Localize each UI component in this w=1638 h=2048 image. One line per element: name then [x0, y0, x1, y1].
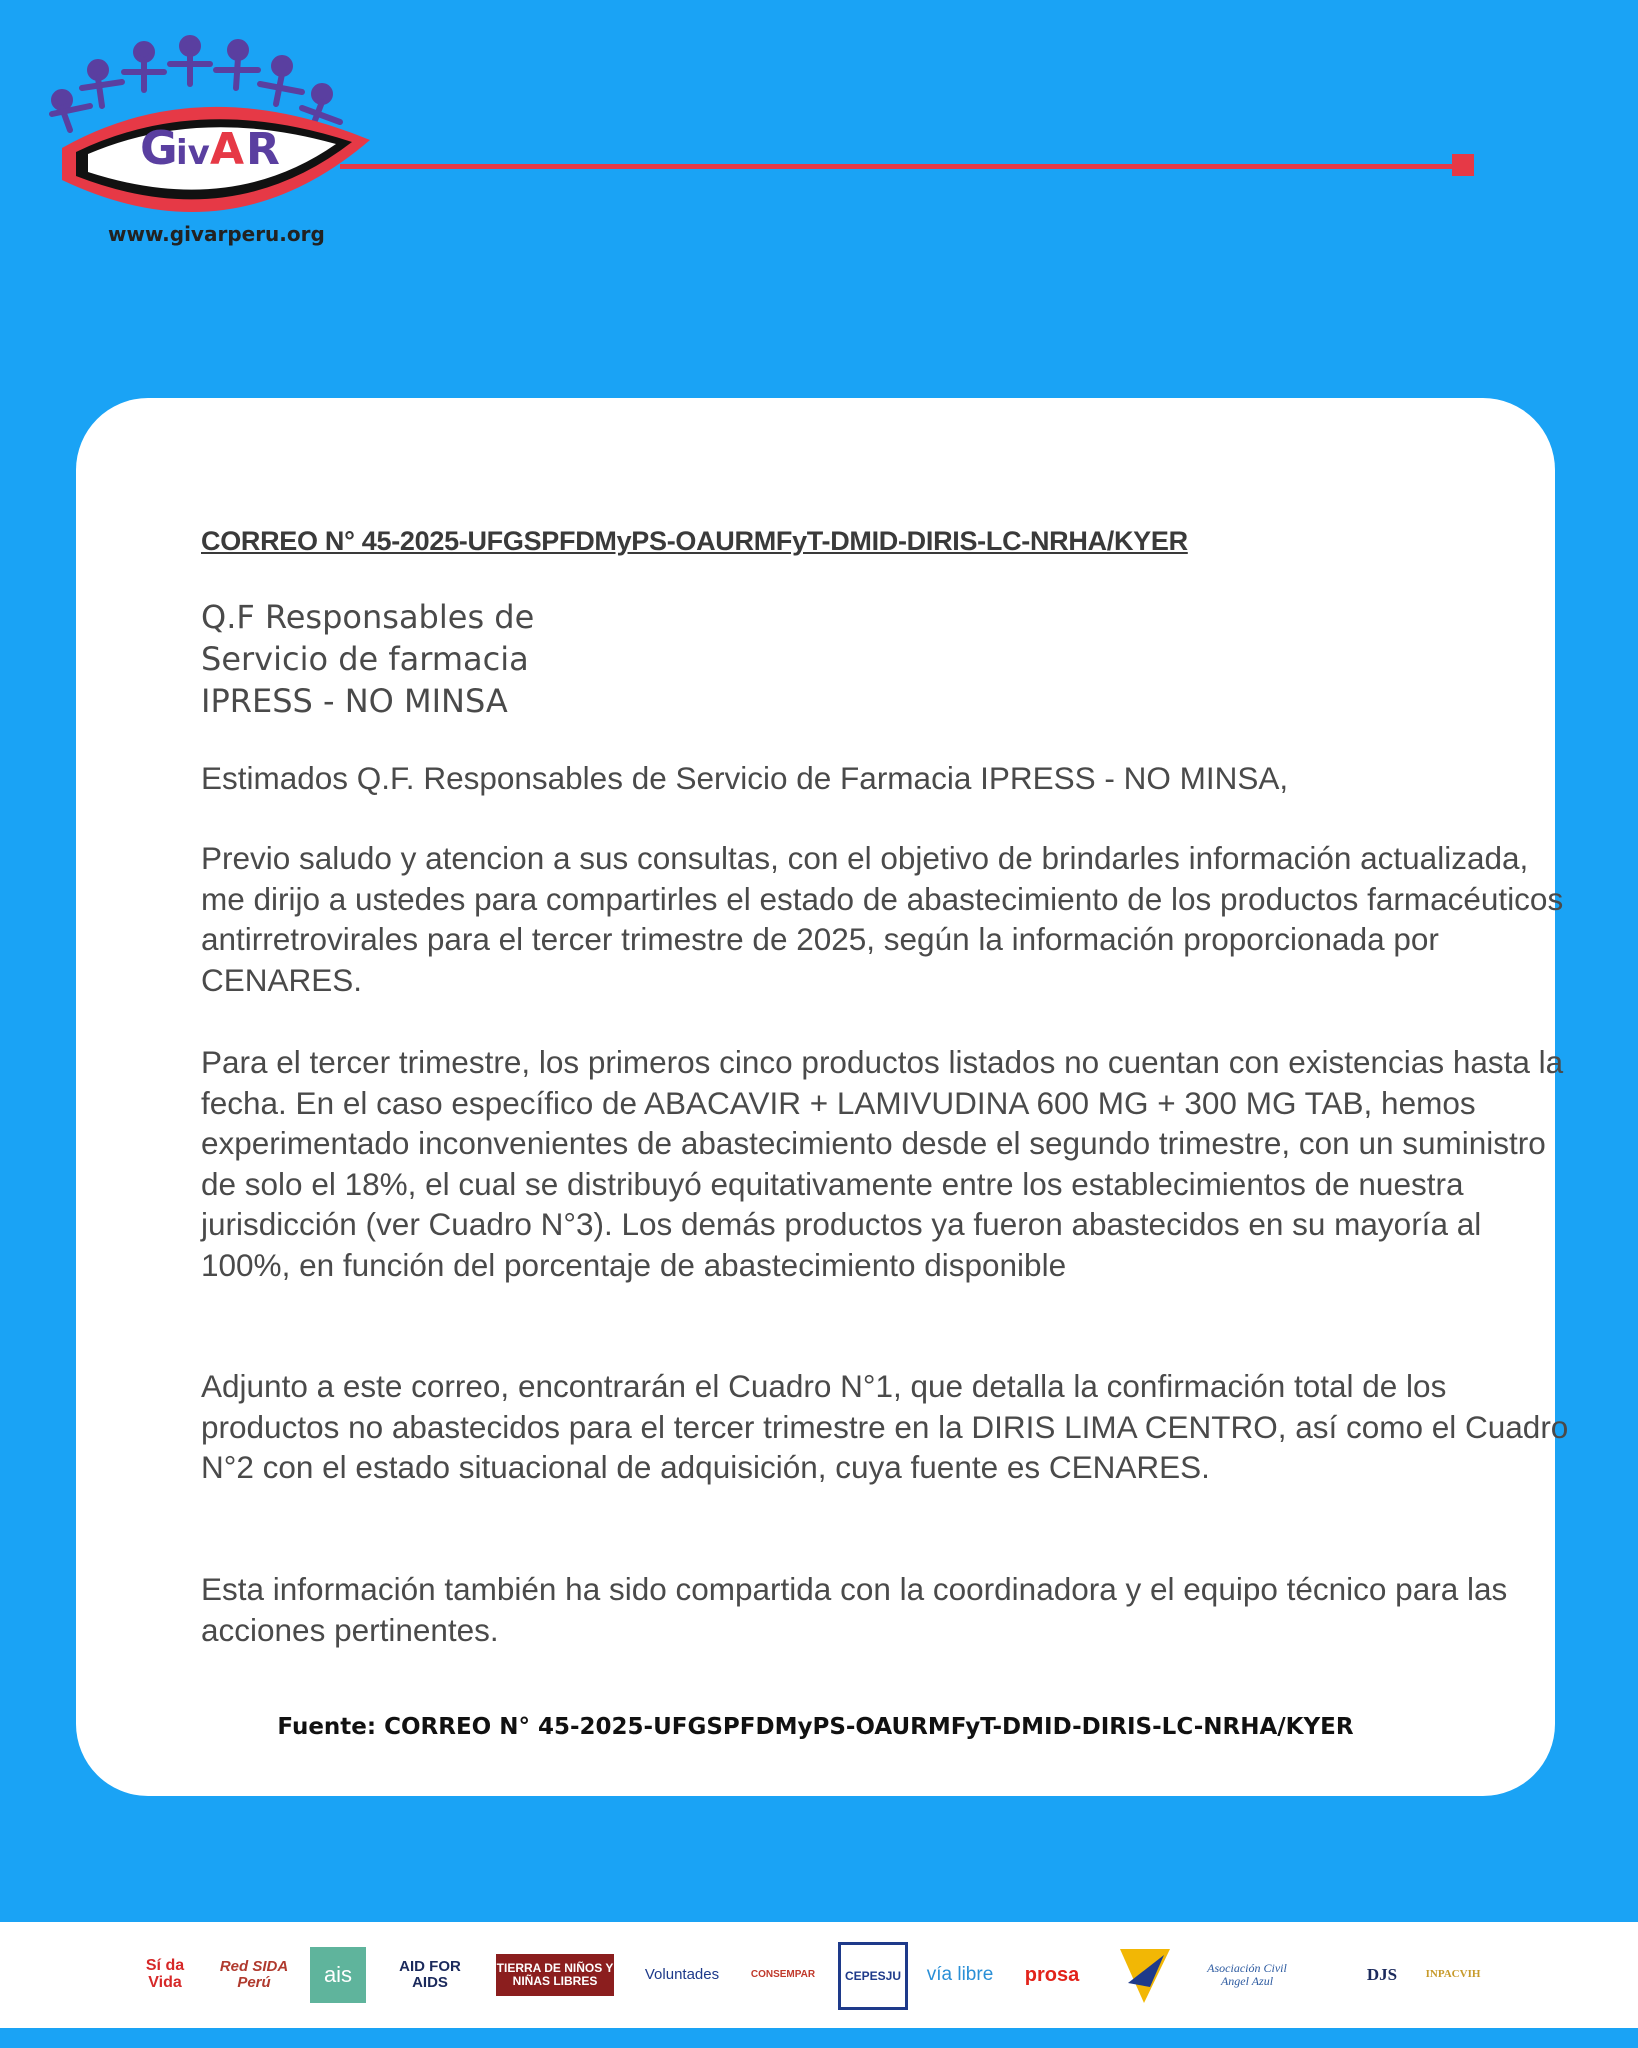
recipient-line: Q.F Responsables de: [201, 598, 535, 636]
partner-logo-si-da-vida: Sí da Vida: [145, 1957, 185, 1991]
partner-symbol-icon: [1114, 1943, 1174, 2007]
partner-logo-prosa: prosa: [1024, 1963, 1080, 1986]
person-icon: [52, 92, 90, 130]
partner-logo-consempar: CONSEMPAR: [750, 1968, 816, 1980]
document-card: [76, 398, 1569, 1796]
person-icon: [124, 44, 164, 90]
partner-logo-cepesju: CEPESJU: [838, 1942, 908, 2010]
paragraph-stock-status: Para el tercer trimestre, los primeros cinco productos listados no cuentan con existencias hasta la fecha. En el caso específico de ABACAVIR + LAMIVUDINA 600 MG + 300 MG TAB, hemos experimentado inconvenientes de abastecimiento desde el segundo trimestre, con un suministro de solo el 18%, el cual se distribuyó equitativamente entre los establecimientos de nuestra jurisdicción (ver Cuadro N°3). Los demás productos ya fueron abastecidos en su mayoría al 100%, en función del porcentaje de abastecimiento disponible: [201, 1044, 1564, 1283]
footer-bottom-strip: [0, 2028, 1638, 2048]
partner-logo-aid-for-aids: AID FOR AIDS: [399, 1958, 461, 1991]
person-icon: [260, 58, 302, 104]
partner-logo-angel-azul: Asociación Civil Angel Azul: [1207, 1961, 1287, 1988]
partner-logo-star-symbol: [1112, 1938, 1176, 2012]
greeting: Estimados Q.F. Responsables de Servicio de Farmacia IPRESS - NO MINSA,: [201, 760, 1289, 796]
paragraph-closing: Esta información también ha sido compartida con la coordinadora y el equipo técnico para las acciones pertinentes.: [201, 1571, 1508, 1648]
recipient-line: Servicio de farmacia: [201, 640, 529, 678]
person-icon: [216, 42, 258, 88]
recipients-block: [201, 596, 534, 722]
partner-logo-via-libre: vía libre: [926, 1964, 994, 1986]
partners-bar: [0, 1922, 1638, 2028]
paragraph-attachments: Adjunto a este correo, encontrarán el Cuadro N°1, que detalla la confirmación total de los productos no abastecidos para el tercer trimestre en la DIRIS LIMA CENTRO, así como el Cuadro N°2 con el estado situacional de adquisición, cuya fuente es CENARES.: [201, 1368, 1569, 1485]
paragraph-intro: Previo saludo y atencion a sus consultas, con el objetivo de brindarles información actualizada, me dirijo a ustedes para compartirles el estado de abastecimiento de los productos farmacéuticos antirretrovirales para el tercer trimestre de 2025, según la información proporcionada por CENARES.: [201, 840, 1564, 998]
website-link[interactable]: www.givarperu.org: [108, 222, 325, 246]
partner-logo-ais: ais: [310, 1947, 366, 2003]
document-title: CORREO N° 45-2025-UFGSPFDMyPS-OAURMFyT-DMID-DIRIS-LC-NRHA/KYER: [201, 526, 1188, 556]
person-icon: [82, 62, 122, 106]
partner-logo-djs: DJS: [1366, 1965, 1398, 1985]
svg-text:A: A: [210, 124, 245, 175]
header-divider-end: [1452, 154, 1474, 176]
partner-logo-red-sida-peru: Red SIDA Perú: [219, 1958, 289, 1991]
partner-logo-inpacvih: INPACVIH: [1425, 1968, 1481, 1981]
recipient-line: IPRESS - NO MINSA: [201, 682, 508, 720]
header-divider-line: [340, 164, 1455, 169]
partner-logo-tierra-de-ninos: TIERRA DE NIÑOS Y NIÑAS LIBRES: [496, 1954, 614, 1996]
svg-text:G: G: [140, 121, 178, 175]
svg-text:R: R: [246, 124, 280, 175]
svg-text:iv: iv: [176, 133, 210, 173]
person-icon: [170, 38, 210, 84]
partner-logo-voluntades: Voluntades: [644, 1966, 720, 1984]
source-note: Fuente: CORREO N° 45-2025-UFGSPFDMyPS-OAURMFyT-DMID-DIRIS-LC-NRHA/KYER: [277, 1714, 1354, 1740]
